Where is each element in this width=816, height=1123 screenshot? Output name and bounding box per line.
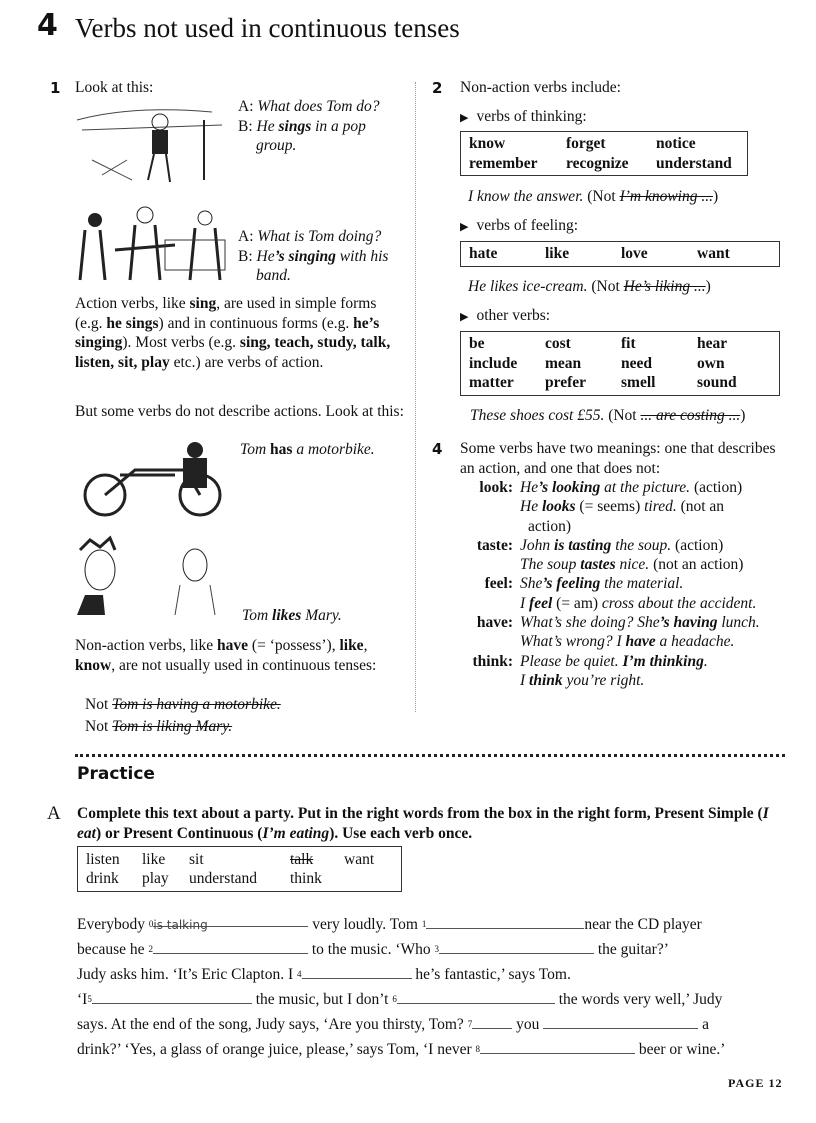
text: beer or wine.’ [638, 1041, 726, 1058]
word-crossed: talk [290, 851, 314, 868]
practice-heading: Practice [77, 764, 155, 784]
text-segment: (action) [690, 479, 743, 496]
text-segment: in a pop [311, 117, 366, 135]
text-segment: the soup. [611, 536, 672, 554]
text-segment: Mary. [301, 607, 342, 624]
example-answer: is talking [153, 918, 208, 932]
verb: hear [697, 335, 728, 352]
verb: forget [566, 135, 606, 152]
text-segment: , are not usually used in continuous tenses: [111, 656, 377, 674]
verb-box-other [460, 331, 780, 396]
para-non-action-verbs [75, 636, 405, 675]
meaning-line [440, 536, 790, 555]
section-number: 4 [432, 440, 443, 458]
text-segment: action) [528, 517, 572, 535]
text-segment: (Not [604, 407, 641, 424]
category-label: verbs of thinking: [476, 108, 587, 125]
gap-2-input[interactable] [153, 939, 308, 954]
text-segment: Tom is liking Mary. [112, 718, 233, 735]
text-segment: (= seems) [575, 498, 645, 516]
not-example-1 [85, 695, 281, 715]
text-segment: (Not [583, 188, 620, 205]
text-segment: What’s wrong? I [520, 633, 626, 651]
text-segment: etc.) are verbs of action. [169, 353, 324, 371]
text-segment: cross about the accident. [601, 594, 757, 612]
section-separator [75, 754, 785, 757]
meaning-line [440, 497, 790, 516]
text-segment: (action) [671, 536, 724, 554]
text-segment: sing [189, 295, 217, 312]
text-segment: Tom is having a motorbike. [112, 696, 281, 713]
text-segment: (not an action) [649, 556, 744, 574]
page-title: Verbs not used in continuous tenses [75, 13, 460, 43]
text-segment: I’m knowing ... [619, 188, 713, 205]
text-segment: Please be quiet. [520, 652, 623, 670]
gap-4-input[interactable] [302, 964, 412, 979]
text-segment: The soup [520, 556, 581, 574]
meaning-line [440, 671, 790, 690]
verb: fit [621, 335, 636, 352]
text-line [238, 227, 413, 247]
column-divider [415, 82, 416, 712]
text-segment: ) [705, 278, 711, 295]
section-intro: Some verbs have two meanings: one that describes an action, and one that does not: [460, 440, 776, 477]
verb-label: think: [472, 652, 513, 670]
gap-7a-input[interactable] [472, 1014, 512, 1029]
text-segment: ... are costing ... [640, 407, 741, 424]
page-number: PAGE 12 [728, 1076, 783, 1090]
text: the words very well,’ Judy [558, 991, 723, 1008]
text-segment: He [520, 479, 539, 496]
gap-number: 2 [148, 944, 153, 954]
text-segment: (= am) [552, 594, 602, 612]
meaning-text [520, 555, 743, 574]
triangle-bullet-icon: ▶ [460, 221, 469, 233]
text: he’s fantastic,’ says Tom. [415, 966, 571, 983]
gap-8-input[interactable] [480, 1039, 635, 1054]
text-line [238, 136, 408, 156]
text: Everybody [77, 916, 146, 933]
exercise-text [77, 912, 787, 1062]
text: near the CD player [584, 916, 702, 933]
word-box [77, 846, 402, 892]
gap-0-answer[interactable] [153, 912, 308, 932]
text-segment: ) and in continuous forms (e.g. [158, 314, 354, 332]
word: understand [189, 870, 258, 887]
text-segment: , are used in simple forms (e.g. [75, 295, 377, 332]
word: sit [189, 851, 204, 868]
text: a [702, 1016, 709, 1033]
text-segment: (= ‘possess’), [248, 637, 340, 654]
verb-label [440, 497, 520, 516]
text-line [238, 247, 413, 267]
unit-number: 4 [37, 8, 58, 43]
verb-label: feel: [484, 575, 513, 593]
exercise-letter: A [47, 803, 61, 824]
verb: prefer [545, 374, 587, 391]
text-segment: He [256, 117, 279, 135]
meaning-line [440, 632, 790, 651]
text-segment: looks [541, 498, 576, 516]
verb: sound [697, 374, 737, 391]
text-segment: But some verbs do not describe actions. Look at this: [75, 403, 404, 420]
category-label: other verbs: [476, 307, 551, 324]
text-segment: ) [740, 407, 746, 424]
text-segment: Tom [242, 607, 273, 624]
text: to the music. ‘Who [311, 941, 431, 958]
gap-number: 6 [392, 994, 397, 1004]
meaning-line [440, 478, 790, 497]
meaning-text [520, 497, 724, 516]
section-number: 1 [50, 79, 61, 97]
category-other [460, 306, 550, 328]
gap-3-input[interactable] [439, 939, 594, 954]
text-segment: ) or Present Continuous ( [95, 824, 263, 842]
text: ‘I [77, 991, 88, 1008]
gap-number: 8 [475, 1044, 480, 1054]
text: says. At the end of the song, Judy says, ‘Are you thirsty, Tom? [77, 1016, 464, 1033]
illustration-tom-and-mary [75, 535, 235, 620]
text-segment: He likes ice-cream. [468, 278, 588, 295]
text-segment: have [625, 633, 656, 651]
text: because he [77, 941, 145, 958]
word: like [142, 851, 166, 868]
meaning-line [440, 574, 790, 593]
illustration-singer-street [72, 100, 232, 190]
text-segment: he sings [106, 314, 159, 332]
text-segment: Non-action verbs, like [75, 637, 218, 654]
dialog-1 [238, 97, 408, 156]
meaning-text [520, 478, 742, 497]
gap-number: 4 [297, 969, 302, 979]
text-segment: he’s singing [75, 314, 380, 351]
text-segment: I’m thinking [622, 652, 704, 670]
verb: own [697, 354, 725, 372]
verb: remember [469, 154, 538, 172]
dialog-2 [238, 227, 413, 286]
text-segment: I [520, 671, 530, 689]
text-segment: a motorbike. [292, 441, 375, 458]
verb-label [440, 671, 520, 690]
text-segment: I eat [77, 805, 769, 842]
text-segment: What does Tom do? [257, 98, 380, 115]
text-segment: He’s liking ... [623, 278, 706, 295]
meaning-text [520, 671, 644, 690]
text-segment: Tom [240, 441, 271, 458]
example-other [470, 406, 745, 426]
verb-box-feeling [460, 241, 780, 267]
text-segment: know [75, 656, 112, 674]
text-segment: lunch. [717, 614, 760, 632]
text-segment: ’s having [659, 614, 718, 632]
verb: hate [469, 245, 498, 262]
example-thinking [468, 187, 718, 207]
example-feeling [468, 277, 711, 297]
text-line [238, 97, 408, 117]
word: drink [86, 870, 119, 887]
category-label: verbs of feeling: [476, 217, 579, 234]
text-segment: the material. [600, 575, 684, 593]
meaning-text [520, 652, 708, 671]
text: you [516, 1016, 540, 1033]
verb: mean [545, 354, 582, 372]
gap-number: 1 [421, 919, 427, 929]
word: want [344, 851, 375, 868]
text-segment: What’s she doing? She [520, 614, 660, 632]
text-segment: with his [335, 247, 389, 265]
text-segment: ’s singing [274, 247, 336, 265]
text-segment: ) [712, 188, 719, 205]
verb: understand [656, 154, 732, 172]
verb-label [440, 517, 520, 536]
meaning-line [440, 652, 790, 671]
text-segment: ). Use each verb once. [329, 824, 473, 842]
verb: include [469, 354, 518, 372]
meaning-line [440, 613, 790, 632]
meaning-text [520, 613, 760, 632]
section-intro: Look at this: [75, 79, 154, 96]
text-segment: tastes [580, 556, 616, 574]
text-segment: has [270, 441, 293, 458]
verb-label [440, 594, 520, 613]
meaning-text [520, 632, 734, 651]
para-action-verbs [75, 294, 405, 372]
verb-label: have: [476, 614, 513, 632]
gap-number: 0 [148, 919, 154, 929]
verb-label [440, 632, 520, 651]
text: the guitar?’ [597, 941, 669, 958]
section-number: 2 [432, 79, 443, 97]
gap-7b-input[interactable] [543, 1014, 698, 1029]
verb: notice [656, 135, 696, 152]
text-segment: Action verbs, like [75, 295, 190, 312]
text-segment: think [529, 671, 563, 689]
verb: need [621, 354, 652, 372]
text-segment: These shoes cost £55. [470, 407, 605, 424]
text-line [238, 117, 408, 137]
text-segment: B: [238, 117, 257, 135]
verb: matter [469, 374, 514, 391]
gap-number: 3 [434, 944, 439, 954]
gap-6-input[interactable] [397, 989, 555, 1004]
text-segment: like [339, 637, 364, 654]
triangle-bullet-icon: ▶ [460, 311, 469, 323]
verb: love [621, 245, 648, 262]
text-segment: you’re right. [562, 671, 645, 689]
meaning-text [520, 536, 723, 555]
triangle-bullet-icon: ▶ [460, 112, 469, 124]
text-segment: I know the answer. [468, 188, 584, 205]
text-segment: A: [238, 98, 258, 115]
text-segment: sings [278, 117, 312, 135]
meaning-line [440, 517, 790, 536]
text-segment: (not an [676, 498, 725, 516]
verb: want [697, 245, 730, 262]
text-segment: likes [272, 607, 302, 624]
meaning-text [520, 574, 683, 593]
text: drink?’ ‘Yes, a glass of orange juice, please,’ says Tom, ‘I never [77, 1041, 472, 1058]
text-segment: Complete this text about a party. Put in the right words from the box in the right form, Present Simple ( [77, 805, 763, 822]
category-feeling [460, 216, 578, 238]
text-segment: I [520, 594, 530, 612]
text-segment: band. [256, 267, 291, 284]
verb: cost [545, 335, 571, 352]
text-segment: ’s looking [538, 479, 601, 496]
text-segment: nice. [615, 556, 650, 574]
verb: be [469, 335, 485, 352]
illustration-motorbike [75, 440, 230, 525]
text-segment: He [520, 498, 542, 516]
verb: know [469, 135, 506, 152]
text: Judy asks him. ‘It’s Eric Clapton. I [77, 966, 294, 983]
verb-label [440, 555, 520, 574]
illustration-band [75, 200, 235, 285]
category-thinking [460, 107, 587, 129]
two-meanings-list [440, 478, 790, 690]
text-line [238, 266, 413, 286]
text-segment: a headache. [655, 633, 735, 651]
meaning-text [520, 517, 571, 536]
text-segment: ). Most verbs (e.g. [122, 334, 240, 351]
verb-box-thinking [460, 131, 748, 176]
text-segment: have [217, 637, 249, 654]
text-segment: (Not [587, 278, 624, 295]
text-segment: She [520, 575, 543, 593]
word: listen [86, 851, 120, 868]
text-segment: I’m eating [262, 824, 330, 842]
verb: smell [621, 374, 656, 391]
text-segment: , [363, 637, 368, 654]
text-segment: He [256, 247, 275, 265]
meaning-text [520, 594, 756, 613]
text-segment: group. [256, 137, 297, 154]
gap-number: 7 [467, 1019, 473, 1029]
text-segment: tired. [644, 498, 677, 516]
text-segment: ’s feeling [542, 575, 601, 593]
not-example-2 [85, 717, 232, 737]
exercise-instruction [77, 804, 777, 843]
word: play [142, 870, 169, 887]
text-segment: John [520, 536, 555, 554]
verb: recognize [566, 154, 629, 172]
text-segment: . [703, 652, 708, 670]
verb: like [545, 245, 570, 262]
verb-label: look: [479, 479, 513, 496]
text-segment: feel [529, 594, 553, 612]
gap-number: 5 [87, 994, 92, 1004]
gap-5-input[interactable] [92, 989, 252, 1004]
text-segment: Not [85, 696, 113, 713]
verb-label: taste: [476, 536, 513, 554]
text-segment: is tasting [554, 536, 612, 554]
word: think [290, 870, 322, 887]
text-segment: B: [238, 247, 257, 265]
text-segment: sing, teach, study, talk, listen, sit, play [75, 334, 391, 371]
text-segment: What is Tom doing? [257, 228, 382, 245]
text: the music, but I don’t [255, 991, 389, 1008]
meaning-line [440, 594, 790, 613]
text-segment: at the picture. [600, 479, 691, 496]
text-segment: Not [85, 718, 113, 735]
text-segment: A: [238, 228, 258, 245]
text: very loudly. Tom [312, 916, 418, 933]
caption-likes-mary [242, 606, 342, 626]
gap-1-input[interactable] [426, 914, 584, 929]
meaning-line [440, 555, 790, 574]
para-non-action-intro [75, 402, 405, 422]
caption-motorbike [240, 440, 375, 460]
section-intro: Non-action verbs include: [460, 79, 621, 96]
